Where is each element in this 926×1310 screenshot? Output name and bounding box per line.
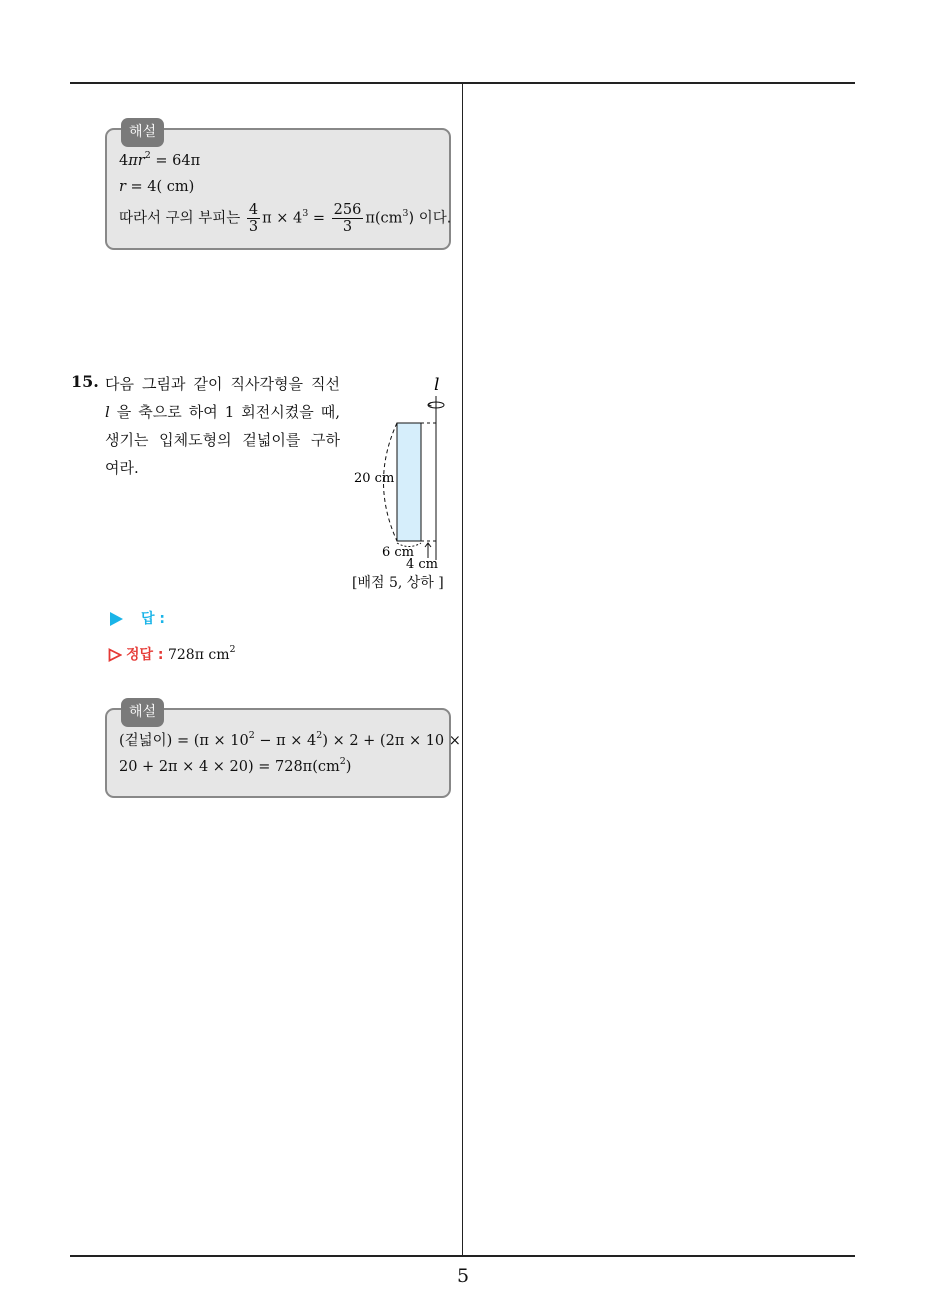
- rotation-figure: [350, 370, 460, 570]
- height-label: 20 cm: [354, 471, 395, 486]
- answer-row: [110, 608, 165, 628]
- fraction: $\frac{256}{3}$: [333, 202, 362, 235]
- triangle-icon: [110, 612, 123, 626]
- gap-label: 4 cm: [406, 557, 439, 570]
- axis-label: l: [434, 375, 440, 395]
- solution-tab: 해설: [121, 118, 164, 147]
- width-label: 6 cm: [382, 545, 415, 560]
- solution-box-15: [105, 704, 461, 798]
- solution-line-2: r = 4( cm): [119, 179, 195, 195]
- question-number: 15.: [71, 372, 99, 391]
- column-divider: [462, 83, 463, 1255]
- page-number: 5: [456, 1265, 470, 1287]
- fraction: $\frac{4}{3}$: [248, 202, 259, 235]
- score-label: [배점 5, 상하 ]: [352, 575, 444, 591]
- footer-rule: [70, 1255, 855, 1257]
- correct-answer-row: 정답 : 728π $cm^2$: [108, 644, 236, 664]
- solution-line-3: 따라서 구의 부피는 $\frac{4}{3}$ $\pi \times 4^3$ = $\frac{256}{3}$ $\pi(cm^3)$ 이다.: [119, 202, 452, 235]
- outline-triangle-icon: [108, 648, 122, 662]
- solution-line-2: $20 + 2\pi \times 4 \times 20) = 728\pi(cm^2)$: [119, 756, 352, 775]
- correct-label: 정답 :: [126, 647, 164, 663]
- solution-line-1: $4\pi r^2 = 64\pi$: [119, 150, 201, 169]
- question-text: 다음 그림과 같이 직사각형을 직선 l 을 축으로 하여 1 회전시켰을 때, 생기는 입체도형의 겉넓이를 구하 여라.: [105, 375, 340, 477]
- solution-box-14: [105, 124, 452, 250]
- solution-line-1: (겉넓이) = $(\pi \times 10^2 - \pi \times 4^2) \times 2 + (2\pi \times 10$ ×: [119, 730, 461, 749]
- answer-label: 답 :: [141, 611, 165, 627]
- rectangle-shape: [397, 423, 421, 541]
- solution-tab: 해설: [121, 698, 164, 727]
